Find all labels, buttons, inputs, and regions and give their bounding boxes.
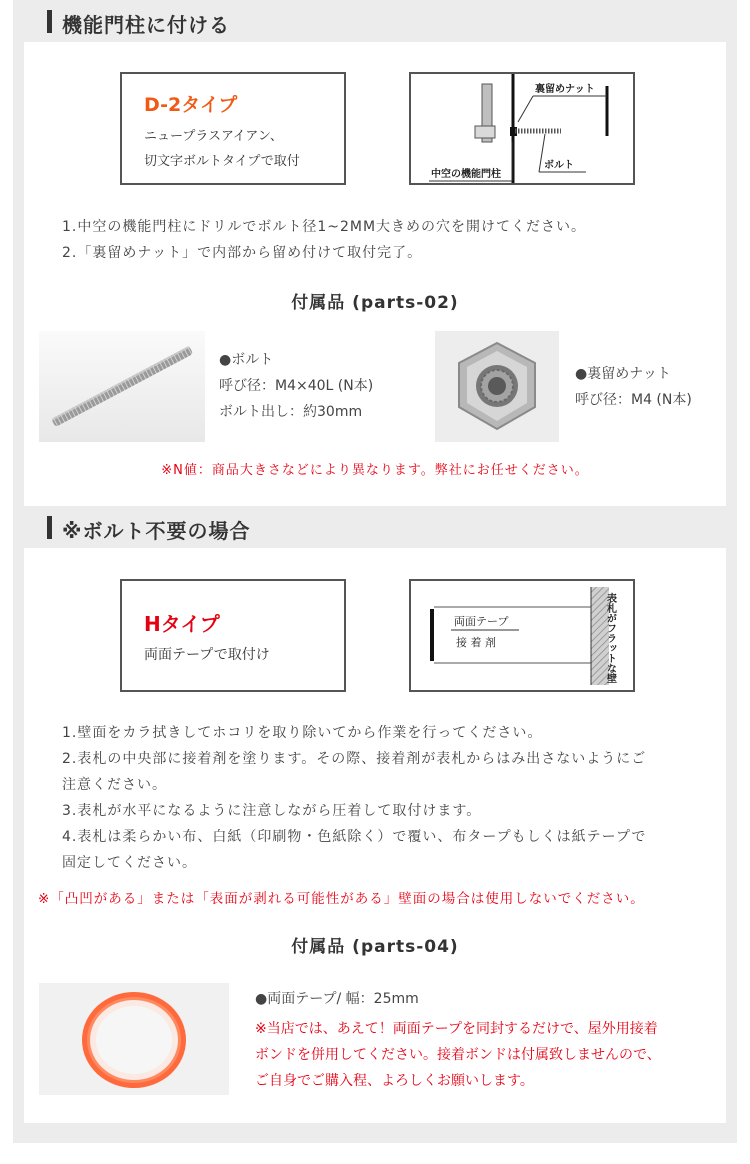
section-header-mount-post bbox=[13, 0, 726, 42]
diagram-svg bbox=[411, 581, 633, 690]
tape-image bbox=[39, 983, 229, 1095]
type-desc: 切文字ボルトタイプで取付 bbox=[144, 154, 300, 169]
bolt-image bbox=[39, 331, 205, 442]
part-spec: ボルト出し：約30mm bbox=[219, 404, 363, 420]
step-line: 1.中空の機能門柱にドリルでボルト径1~2MM大きめの穴を開けてください。 bbox=[62, 219, 587, 235]
mounting-diagram-d2 bbox=[409, 72, 635, 185]
tape-note-line: ご自身でご購入程、よろしくお願いします。 bbox=[255, 1073, 534, 1089]
heading-bar bbox=[47, 516, 52, 539]
part-name: ●両面テープ/ 幅：25mm bbox=[255, 991, 419, 1007]
part-name: ●裏留めナット bbox=[575, 366, 671, 382]
label-post: 中空の機能門柱 bbox=[431, 169, 501, 180]
step-line: 2.表札の中央部に接着剤を塗ります。その際、接着剤が表札からはみ出さないようにご bbox=[62, 751, 647, 767]
part-spec: 呼び径：M4×40L (N本) bbox=[219, 378, 374, 394]
step-line: 注意ください。 bbox=[62, 777, 167, 793]
part-spec: 呼び径：M4 (N本) bbox=[575, 392, 692, 408]
type-name: Hタイプ bbox=[144, 612, 220, 636]
install-steps bbox=[62, 214, 586, 266]
section-title: 機能門柱に付ける bbox=[62, 13, 230, 37]
parts-title: 付属品 (parts-04) bbox=[291, 937, 459, 957]
type-desc: ニュープラスアイアン、 bbox=[144, 129, 283, 144]
type-box-h bbox=[120, 579, 346, 692]
parts-title: 付属品 (parts-02) bbox=[291, 293, 459, 313]
section-header-no-bolt bbox=[13, 506, 726, 548]
step-line: 1.壁面をカラ拭きしてホコリを取り除いてから作業を行ってください。 bbox=[62, 725, 543, 741]
type-desc: 両面テープで取付け bbox=[144, 647, 270, 663]
bolt-photo bbox=[39, 331, 205, 442]
label-bolt: ボルト bbox=[544, 160, 574, 171]
tape-note-line: ボンドを併用してください。接着ボンドは付属致しませんので、 bbox=[255, 1047, 661, 1063]
label-adhesive: 接 着 剤 bbox=[456, 636, 496, 649]
diagram-svg bbox=[411, 74, 633, 183]
type-name: D-2タイプ bbox=[144, 94, 238, 116]
label-wall: 表札がフラットな壁 bbox=[604, 593, 616, 683]
nut-photo bbox=[435, 331, 559, 442]
surface-warning: ※「凸凹がある」または「表面が剥れる可能性がある」壁面の場合は使用しないでください。 bbox=[38, 891, 645, 907]
n-value-note: ※N値：商品大きさなどにより異なります。弊社にお任せください。 bbox=[161, 463, 589, 478]
label-tape: 両面テープ bbox=[454, 615, 509, 628]
heading-bar bbox=[47, 10, 52, 33]
type-box-d2 bbox=[120, 72, 346, 185]
step-line: 3.表札が水平になるように注意しながら圧着して取付けます。 bbox=[62, 803, 482, 819]
mounting-diagram-h bbox=[409, 579, 635, 692]
tape-note-line: ※当店では、あえて！両面テープを同封するだけで、屋外用接着 bbox=[255, 1021, 658, 1037]
part-name: ●ボルト bbox=[219, 352, 274, 368]
tape-photo bbox=[39, 983, 229, 1095]
bolt-description bbox=[219, 347, 373, 425]
step-line: 2.「裏留めナット」で内部から留め付けて取付完了。 bbox=[62, 245, 423, 261]
nut-description bbox=[575, 361, 692, 413]
step-line: 固定してください。 bbox=[62, 855, 197, 871]
nut-image bbox=[435, 331, 559, 442]
step-line: 4.表札は柔らかい布、白紙（印刷物・色紙除く）で覆い、布タープもしくは紙テープで bbox=[62, 829, 647, 845]
section-title: ※ボルト不要の場合 bbox=[62, 519, 251, 543]
install-steps bbox=[62, 720, 646, 876]
label-nut: 裏留めナット bbox=[535, 84, 595, 95]
tape-description bbox=[255, 986, 661, 1094]
